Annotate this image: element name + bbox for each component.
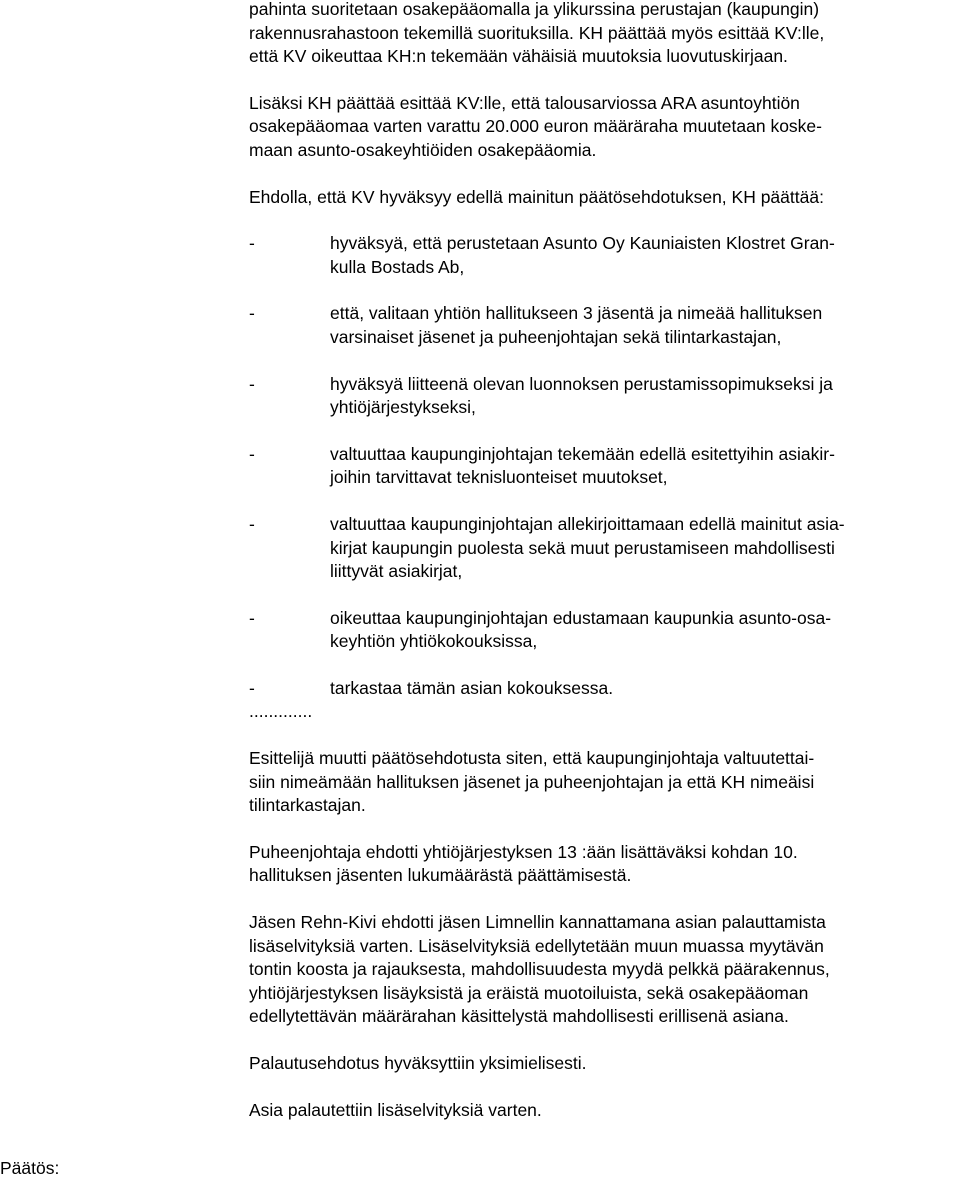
list-dash: -	[249, 233, 255, 254]
text-line: Puheenjohtaja ehdotti yhtiöjärjestyksen 13 :ään lisättäväksi kohdan 10.	[249, 841, 798, 862]
list-dash: -	[249, 443, 255, 464]
text-line: rakennusrahastoon tekemillä suorituksilla. KH päättää myös esittää KV:lle,	[249, 22, 825, 43]
list-item-line: kirjat kaupungin puolesta sekä muut perustamiseen mahdollisesti	[330, 537, 835, 558]
list-item-line: keyhtiön yhtiökokouksissa,	[330, 631, 538, 652]
budget-paragraph	[249, 92, 953, 163]
list-item-line: että, valitaan yhtiön hallitukseen 3 jäsentä ja nimeää hallituksen	[330, 303, 823, 324]
text-line: Ehdolla, että KV hyväksyy edellä mainitun päätösehdotuksen, KH päättää:	[249, 186, 824, 207]
text-line: edellytettävän määrärahan käsittelystä mahdollisesti erillisenä asiana.	[249, 1006, 789, 1027]
list-dash: -	[249, 607, 255, 628]
list-dash: -	[249, 513, 255, 534]
list-item-line: varsinaiset jäsenet ja puheenjohtajan sekä tilintarkastajan,	[330, 326, 782, 347]
text-line: Lisäksi KH päättää esittää KV:lle, että talousarviossa ARA asuntoyhtiön	[249, 92, 800, 113]
chair-paragraph	[249, 841, 953, 888]
list-dash: -	[249, 677, 255, 698]
text-line: Jäsen Rehn-Kivi ehdotti jäsen Limnellin kannattamana asian palauttamista	[249, 912, 826, 933]
list-item-line: joihin tarvittavat teknisluonteiset muutokset,	[330, 467, 668, 488]
text-line: siin nimeämään hallituksen jäsenet ja puheenjohtajan ja että KH nimeäisi	[249, 771, 815, 792]
text-line: Esittelijä muutti päätösehdotusta siten, että kaupunginjohtaja valtuutettai-	[249, 748, 815, 769]
list-item	[249, 232, 953, 279]
text-line: maan asunto-osakeyhtiöiden osakepääomia.	[249, 139, 597, 160]
list-item	[249, 677, 953, 701]
list-item	[249, 607, 953, 654]
text-line: että KV oikeuttaa KH:n tekemään vähäisiä muutoksia luovutuskirjaan.	[249, 46, 788, 67]
list-item-line: oikeuttaa kaupunginjohtajan edustamaan kaupunkia asunto-osa-	[330, 607, 832, 628]
list-item-line: tarkastaa tämän asian kokouksessa.	[330, 677, 614, 698]
text-line: yhtiöjärjestyksen lisäyksistä ja eräistä muotoiluista, sekä osakepääoman	[249, 982, 809, 1003]
text-line: lisäselvityksiä varten. Lisäselvityksiä edellytetään muun muassa myytävän	[249, 935, 824, 956]
list-item-line: liittyvät asiakirjat,	[330, 561, 463, 582]
document-body	[249, 0, 953, 1122]
text-line: hallituksen jäsenten lukumäärästä päättämisestä.	[249, 865, 632, 886]
decision-label: Päätös:	[0, 1158, 60, 1178]
list-item-line: yhtiöjärjestykseksi,	[330, 397, 476, 418]
intro-paragraph	[249, 0, 953, 69]
text-line: tontin koosta ja rajauksesta, mahdollisuudesta myydä pelkkä päärakennus,	[249, 959, 830, 980]
list-item-line: valtuuttaa kaupunginjohtajan tekemään edellä esitettyihin asiakir-	[330, 443, 835, 464]
condition-paragraph	[249, 186, 953, 210]
text-line: Palautusehdotus hyväksyttiin yksimielisesti.	[249, 1053, 587, 1073]
return-paragraph	[249, 1052, 953, 1076]
member-paragraph	[249, 911, 953, 1029]
list-item-line: valtuuttaa kaupunginjohtajan allekirjoittamaan edellä mainitut asia-	[330, 513, 845, 534]
list-item-line: hyväksyä liitteenä olevan luonnoksen perustamissopimukseksi ja	[330, 373, 833, 394]
ellipsis-separator: .............	[249, 701, 313, 722]
presenter-paragraph	[249, 747, 953, 818]
text-line: osakepääomaa varten varattu 20.000 euron määräraha muutetaan koske-	[249, 116, 822, 137]
list-item	[249, 513, 953, 584]
list-item	[249, 443, 953, 490]
list-dash: -	[249, 303, 255, 324]
text-line: tilintarkastajan.	[249, 795, 366, 816]
list-item-line: kulla Bostads Ab,	[330, 256, 465, 277]
decision-paragraph	[249, 1099, 953, 1123]
text-line: pahinta suoritetaan osakepääomalla ja ylikurssina perustajan (kaupungin)	[249, 0, 820, 19]
list-item	[249, 373, 953, 420]
list-dash: -	[249, 373, 255, 394]
decision-text: Asia palautettiin lisäselvityksiä varten.	[249, 1099, 542, 1120]
list-item-line: hyväksyä, että perustetaan Asunto Oy Kauniaisten Klostret Gran-	[330, 233, 835, 254]
list-item	[249, 302, 953, 349]
